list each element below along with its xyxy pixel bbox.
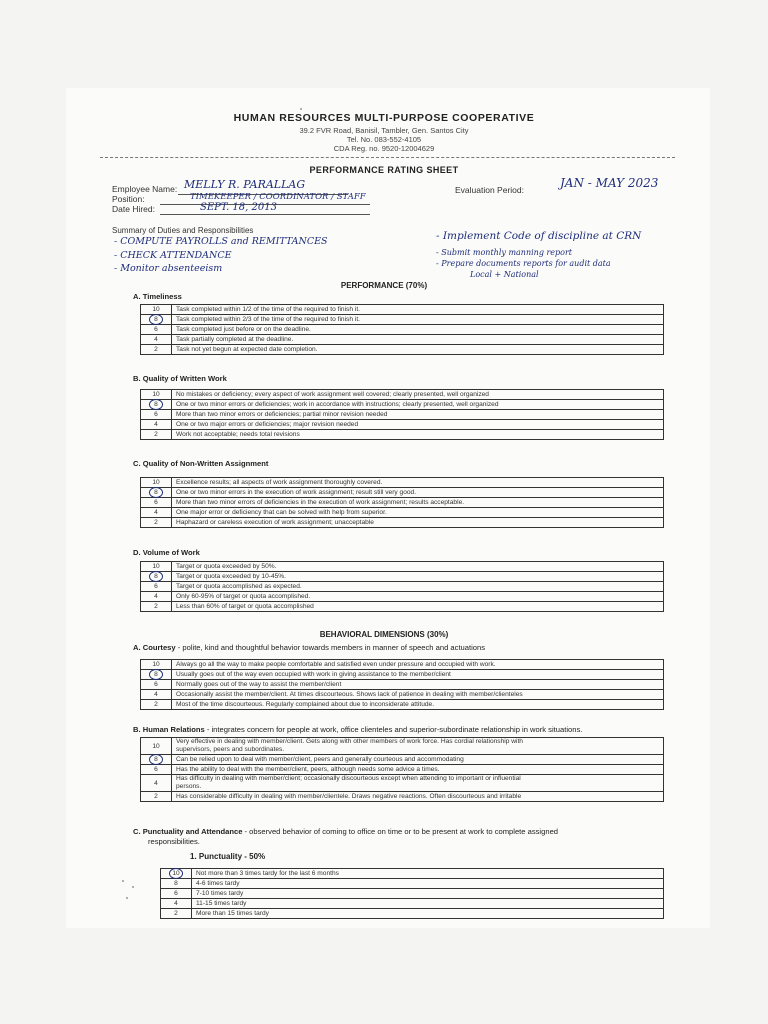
rating-score xyxy=(161,879,192,889)
score-value: 2 xyxy=(174,910,178,917)
courtesy-heading xyxy=(133,643,485,652)
rating-score xyxy=(141,325,172,335)
scan-speck xyxy=(122,880,124,882)
rating-row xyxy=(141,792,664,802)
rating-description: Haphazard or careless execution of work assignment; unacceptable xyxy=(172,518,664,528)
score-value: 8 xyxy=(154,316,158,323)
rating-score xyxy=(141,508,172,518)
rating-description: Task completed within 2/3 of the time of the required to finish it. xyxy=(172,315,664,325)
rating-row xyxy=(141,690,664,700)
rating-score xyxy=(161,899,192,909)
rating-row xyxy=(141,738,664,755)
evaluation-period-value: JAN - MAY 2023 xyxy=(560,176,659,190)
score-value: 10 xyxy=(152,661,160,668)
rating-description: One major error or deficiency that can be solved with help from superior. xyxy=(172,508,664,518)
rating-description: Target or quota exceeded by 50%. xyxy=(172,562,664,572)
rating-row xyxy=(161,899,664,909)
rating-row xyxy=(141,508,664,518)
rating-description: Task completed within 1/2 of the time of the required to finish it. xyxy=(172,305,664,315)
rating-row xyxy=(141,345,664,355)
rating-score xyxy=(141,765,172,775)
rating-row xyxy=(141,488,664,498)
scan-speck xyxy=(132,886,134,888)
courtesy-table xyxy=(140,659,664,710)
rating-row xyxy=(141,498,664,508)
rating-score xyxy=(161,869,192,879)
rating-row xyxy=(141,680,664,690)
score-value: 2 xyxy=(154,701,158,708)
rating-score xyxy=(141,690,172,700)
score-value: 8 xyxy=(154,573,158,580)
punctuality-desc-line2: responsibilities. xyxy=(148,837,200,846)
scan-speck xyxy=(126,897,128,899)
rating-score xyxy=(141,430,172,440)
score-value: 10 xyxy=(152,479,160,486)
score-value: 6 xyxy=(154,411,158,418)
duty-left-2: - CHECK ATTENDANCE xyxy=(114,250,232,261)
rating-description: Most of the time discourteous. Regularly complained about due to inconsiderate attitude. xyxy=(172,700,664,710)
selected-score-circle xyxy=(149,754,163,765)
score-value: 8 xyxy=(154,671,158,678)
courtesy-desc: - polite, kind and thoughtful behavior towards members in manner of speech and actuations xyxy=(175,643,486,652)
rating-row xyxy=(141,572,664,582)
rating-score xyxy=(141,738,172,755)
rating-description: Has the ability to deal with the member/client, peers, although needs some advice a times. xyxy=(172,765,664,775)
score-value: 2 xyxy=(154,519,158,526)
rating-row xyxy=(161,879,664,889)
rating-score xyxy=(141,488,172,498)
written-work-heading: B. Quality of Written Work xyxy=(133,374,227,383)
behavioral-title: BEHAVIORAL DIMENSIONS (30%) xyxy=(319,630,449,639)
rating-row xyxy=(141,562,664,572)
punctuality-heading-label: C. Punctuality and Attendance xyxy=(133,827,243,836)
score-value: 10 xyxy=(152,563,160,570)
date-hired-label: Date Hired: xyxy=(112,204,155,214)
rating-row xyxy=(141,430,664,440)
rating-score xyxy=(141,498,172,508)
rating-score xyxy=(141,410,172,420)
rating-score xyxy=(141,602,172,612)
duties-label: Summary of Duties and Responsibilities xyxy=(112,226,254,235)
rating-description: One or two major errors or deficiencies; major revision needed xyxy=(172,420,664,430)
score-value: 6 xyxy=(154,766,158,773)
evaluation-period-label: Evaluation Period: xyxy=(455,185,524,195)
score-value: 4 xyxy=(174,900,178,907)
rating-row xyxy=(141,315,664,325)
rating-score xyxy=(141,792,172,802)
score-value: 6 xyxy=(154,499,158,506)
score-value: 6 xyxy=(154,326,158,333)
rating-description: Excellence results; all aspects of work assignment thoroughly covered. xyxy=(172,478,664,488)
rating-score xyxy=(161,909,192,919)
rating-score xyxy=(141,420,172,430)
org-address: 39.2 FVR Road, Banisil, Tambler, Gen. Santos City xyxy=(299,126,469,135)
rating-row xyxy=(141,390,664,400)
rating-score xyxy=(141,670,172,680)
rating-description: Work not acceptable; needs total revisions xyxy=(172,430,664,440)
sheet-title: PERFORMANCE RATING SHEET xyxy=(309,165,459,175)
rating-description: One or two minor errors or deficiencies; work in accordance with instructions; clearly presented, well organized xyxy=(172,400,664,410)
human-relations-heading xyxy=(133,725,582,734)
score-value: 2 xyxy=(154,346,158,353)
score-value: 10 xyxy=(152,306,160,313)
rating-description: Has considerable difficulty in dealing with member/clientele. Draws negative reactions. Often discourteous and irritable xyxy=(172,792,664,802)
timeliness-heading: A. Timeliness xyxy=(133,292,182,301)
rating-score xyxy=(141,755,172,765)
rating-row xyxy=(141,400,664,410)
selected-score-circle xyxy=(149,399,163,410)
rating-row xyxy=(141,775,664,792)
punctuality-table xyxy=(160,868,664,919)
rating-description: Has difficulty in dealing with member/client; occasionally discourteous except when attending to important or influential persons. xyxy=(172,775,664,792)
rating-row xyxy=(141,755,664,765)
punctuality-desc-2 xyxy=(148,837,200,846)
rating-description: Normally goes out of the way to assist the member/client xyxy=(172,680,664,690)
score-value: 4 xyxy=(154,691,158,698)
volume-heading: D. Volume of Work xyxy=(133,548,200,557)
rating-row xyxy=(141,305,664,315)
rating-description: 4-6 times tardy xyxy=(192,879,664,889)
rating-description: More than 15 times tardy xyxy=(192,909,664,919)
rating-description: Less than 60% of target or quota accomplished xyxy=(172,602,664,612)
rating-score xyxy=(141,315,172,325)
rating-description: 7-10 times tardy xyxy=(192,889,664,899)
scan-speck xyxy=(300,108,302,110)
org-tel: Tel. No. 083-552-4105 xyxy=(346,135,422,144)
performance-title: PERFORMANCE (70%) xyxy=(340,281,428,290)
rating-description: Not more than 3 times tardy for the last 6 months xyxy=(192,869,664,879)
duty-left-3: - Monitor absenteeism xyxy=(114,263,223,274)
punctuality-desc: - observed behavior of coming to office on time or to be present at work to complete assigned xyxy=(242,827,559,836)
employee-name-value: MELLY R. PARALLAG xyxy=(184,178,306,191)
score-value: 10 xyxy=(172,870,180,877)
selected-score-circle xyxy=(149,314,163,325)
rating-row xyxy=(141,420,664,430)
rating-score xyxy=(141,700,172,710)
score-value: 8 xyxy=(154,401,158,408)
divider xyxy=(100,157,675,158)
rating-description: Only 60-95% of target or quota accomplished. xyxy=(172,592,664,602)
score-value: 6 xyxy=(174,890,178,897)
rating-description: Occasionally assist the member/client. At times discourteous. Shows lack of patience in dealing with member/clienteles xyxy=(172,690,664,700)
human-relations-heading-label: B. Human Relations xyxy=(133,725,205,734)
rating-row xyxy=(141,765,664,775)
score-value: 4 xyxy=(154,421,158,428)
rating-description: Very effective in dealing with member/client. Gets along with other members of work force. Has cordial relationship with supervisors, peers and subordinates. xyxy=(172,738,664,755)
duty-right-3: - Prepare documents reports for audit data xyxy=(436,259,611,268)
rating-row xyxy=(141,518,664,528)
written-work-table xyxy=(140,389,664,440)
rating-score xyxy=(161,889,192,899)
rating-description: Task not yet begun at expected date completion. xyxy=(172,345,664,355)
selected-score-circle xyxy=(149,571,163,582)
rating-score xyxy=(141,582,172,592)
rating-description: Task completed just before or on the deadline. xyxy=(172,325,664,335)
rating-row xyxy=(161,889,664,899)
rating-row xyxy=(141,410,664,420)
rating-description: Target or quota exceeded by 10-45%. xyxy=(172,572,664,582)
non-written-heading: C. Quality of Non-Written Assignment xyxy=(133,459,269,468)
rating-row xyxy=(141,602,664,612)
rating-row xyxy=(161,869,664,879)
selected-score-circle xyxy=(149,487,163,498)
rating-description: Always go all the way to make people comfortable and satisfied even under pressure and occupied with work. xyxy=(172,660,664,670)
rating-score xyxy=(141,572,172,582)
courtesy-heading-label: A. Courtesy xyxy=(133,643,176,652)
duty-right-4: Local + National xyxy=(470,270,539,279)
rating-row xyxy=(141,660,664,670)
rating-score xyxy=(141,335,172,345)
rating-score xyxy=(141,592,172,602)
rating-score xyxy=(141,345,172,355)
punctuality-heading xyxy=(133,827,558,836)
score-value: 4 xyxy=(154,336,158,343)
score-value: 4 xyxy=(154,779,158,787)
rating-score xyxy=(141,775,172,792)
rating-description: Task partially completed at the deadline. xyxy=(172,335,664,345)
rating-description: One or two minor errors in the execution of work assignment; result still very good. xyxy=(172,488,664,498)
human-relations-table xyxy=(140,737,664,802)
score-value: 8 xyxy=(174,880,178,887)
selected-score-circle xyxy=(149,669,163,680)
timeliness-table xyxy=(140,304,664,355)
punctuality-sub: 1. Punctuality - 50% xyxy=(190,852,266,861)
org-name: HUMAN RESOURCES MULTI-PURPOSE COOPERATIVE xyxy=(233,112,535,124)
employee-name-label: Employee Name: xyxy=(112,184,178,194)
duty-right-1: - Implement Code of discipline at CRN xyxy=(436,230,642,242)
rating-description: Usually goes out of the way even occupied with work in giving assistance to the member/client xyxy=(172,670,664,680)
score-value: 4 xyxy=(154,593,158,600)
rating-row xyxy=(141,592,664,602)
score-value: 2 xyxy=(154,793,158,800)
duty-left-1: - COMPUTE PAYROLLS and REMITTANCES xyxy=(114,236,328,247)
rating-description: More than two minor errors of deficiencies in the execution of work assignment; results acceptable. xyxy=(172,498,664,508)
rating-row xyxy=(141,325,664,335)
score-value: 2 xyxy=(154,603,158,610)
score-value: 2 xyxy=(154,431,158,438)
date-hired-value: SEPT. 18, 2013 xyxy=(200,202,277,213)
rating-row xyxy=(141,670,664,680)
rating-description: Target or quota accomplished as expected. xyxy=(172,582,664,592)
non-written-table xyxy=(140,477,664,528)
rating-score xyxy=(141,680,172,690)
score-value: 8 xyxy=(154,489,158,496)
org-cda: CDA Reg. no. 9520-12004629 xyxy=(333,144,435,153)
rating-row xyxy=(141,700,664,710)
rating-row xyxy=(161,909,664,919)
score-value: 10 xyxy=(152,742,160,750)
date-underline xyxy=(160,214,370,215)
score-value: 8 xyxy=(154,756,158,763)
score-value: 6 xyxy=(154,583,158,590)
rating-score xyxy=(141,400,172,410)
score-value: 4 xyxy=(154,509,158,516)
rating-description: Can be relied upon to deal with member/client, peers and generally courteous and accommodating xyxy=(172,755,664,765)
rating-description: No mistakes or deficiency; every aspect of work assignment well covered; clearly presented, well organized xyxy=(172,390,664,400)
rating-description: More than two minor errors or deficiencies; partial minor revision needed xyxy=(172,410,664,420)
position-value: TIMEKEEPER / COORDINATOR / STAFF xyxy=(190,192,366,202)
duty-right-2: - Submit monthly manning report xyxy=(436,248,573,257)
rating-description: 11-15 times tardy xyxy=(192,899,664,909)
rating-row xyxy=(141,335,664,345)
human-relations-desc: - integrates concern for people at work, office clienteles and superior-subordinate relationship in work situations. xyxy=(204,725,583,734)
position-label: Position: xyxy=(112,194,145,204)
rating-score xyxy=(141,518,172,528)
volume-table xyxy=(140,561,664,612)
selected-score-circle xyxy=(169,868,183,879)
rating-row xyxy=(141,478,664,488)
score-value: 6 xyxy=(154,681,158,688)
score-value: 10 xyxy=(152,391,160,398)
rating-row xyxy=(141,582,664,592)
